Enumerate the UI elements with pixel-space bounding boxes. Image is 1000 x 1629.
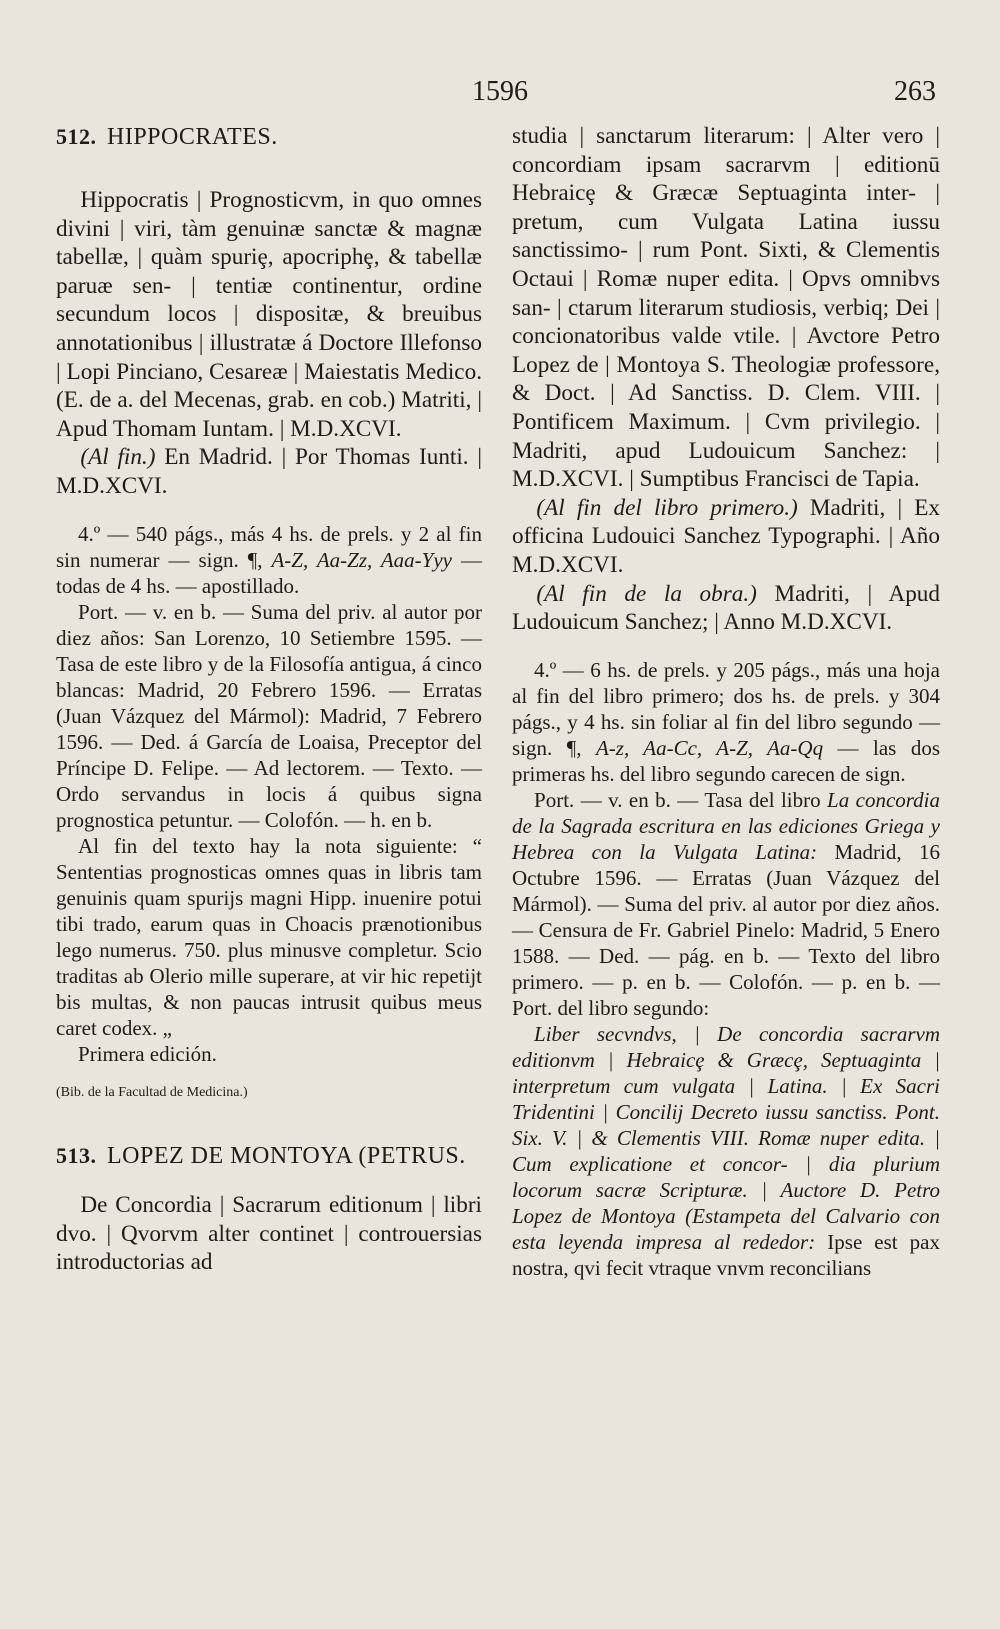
entry-513-contents-c: Madrid, 16 Octubre 1596. — Erratas (Juan Vázquez del Mármol). — Suma del priv. al autor por diez años. — Censura de Fr. Gabriel Pinelo: Madrid, 5 Enero 1588. — Ded. — pág. en b. — Texto del libro primero. — p. en b. — Colofón. — p. en b. — Port. del libro segundo: bbox=[512, 839, 940, 1020]
right-column bbox=[512, 122, 940, 1281]
entry-512-collation-c: — todas de 4 hs. — apostillado. bbox=[56, 547, 482, 598]
entry-512-colophon-label: (Al fin.) bbox=[80, 444, 156, 471]
running-head-year: 1596 bbox=[472, 76, 528, 107]
entry-512-author: HIPPOCRATES. bbox=[107, 124, 278, 150]
entry-512-collation-a: 4.º — 540 págs., más 4 hs. de prels. y 2 al fin sin numerar — sign. ¶, bbox=[56, 521, 482, 572]
entry-513-signatures: A-z, Aa-Cc, A-Z, Aa-Qq bbox=[595, 735, 824, 760]
entry-512-title: Hippocratis | Prognosticvm, in quo omnes divini | viri, tàm genuinæ sanctæ & magnæ tabellæ, | quàm spuriȩ, apocriphȩ, & tabellæ paruæ sen- | tentiæ continentur, ordine secundum locos | dispositæ, & breuibus annotationibus | illustratæ á Doctore Illefonso | Lopi Pinciano, Cesareæ | Maiestatis Medico. (E. de a. del Mecenas, grab. en cob.) Matriti, | Apud Thomam Iuntam. | M.D.XCVI. bbox=[56, 187, 482, 442]
entry-513-collation-a: 4.º — 6 hs. de prels. y 205 págs., más una hoja al fin del libro primero; dos hs. de prels. y 304 págs., y 4 hs. sin foliar al fin del libro segundo — sign. ¶, bbox=[512, 657, 940, 760]
entry-512-colophon-text: En Madrid. | Por Thomas Iunti. | M.D.XCVI. bbox=[56, 444, 482, 499]
entry-513-contents bbox=[512, 787, 940, 1021]
left-column bbox=[56, 122, 482, 1277]
entry-512-collation bbox=[56, 521, 482, 599]
entry-512-colophon bbox=[56, 443, 482, 500]
entry-513-colophon-1-label: (Al fin del libro primero.) bbox=[536, 494, 798, 521]
entry-513-number: 513. bbox=[56, 1143, 97, 1169]
entry-513-second-title bbox=[512, 1021, 940, 1281]
entry-513-colophon-2 bbox=[512, 580, 940, 637]
entry-513-tasa-title: La concordia de la Sagrada escritura en las ediciones Griega y Hebrea con la Vulgata Latina: bbox=[512, 787, 940, 864]
entry-512-contents: Port. — v. en b. — Suma del priv. al autor por diez años: San Lorenzo, 10 Setiembre 1595. — Tasa de este libro y de la Filosofía antigua, á cinco blancas: Madrid, 20 Febrero 1596. — Erratas (Juan Vázquez del Mármol): Madrid, 7 Febrero 1596. — Ded. á García de Loaisa, Preceptor del Príncipe D. Felipe. — Ad lectorem. — Texto. — Ordo servandus in locis á quibus signa prognostica petuntur. — Colofón. — h. en b. bbox=[56, 599, 482, 832]
page-number: 263 bbox=[894, 76, 936, 107]
entry-513-collation-c: — las dos primeras hs. del libro segundo carecen de sign. bbox=[512, 735, 940, 786]
entry-512-location: (Bib. de la Facultad de Medicina.) bbox=[56, 1084, 248, 1100]
entry-513-colophon-1-text: Madriti, | Ex officina Ludouici Sanchez Typographi. | Año M.D.XCVI. bbox=[512, 494, 941, 578]
entry-513-colophon-1 bbox=[512, 494, 940, 580]
entry-512-note: Al fin del texto hay la nota siguiente: “ Sententias prognosticas omnes quas in libris tam genuinis quam spurijs magni Hipp. inuenire potui tibi trado, earum quas in Choacis prænotionibus lego numerus. 750. plus minusve completur. Scio traditas ab Olerio mille superare, at vir hic repetijt bis multas, & non paucas intrusit quibus meus caret codex. „ bbox=[56, 833, 482, 1040]
entry-512-heading bbox=[56, 122, 482, 152]
entry-512-signatures: A-Z, Aa-Zz, Aaa-Yyy bbox=[271, 547, 452, 572]
entry-513-heading bbox=[56, 1141, 482, 1171]
entry-512-edition: Primera edición. bbox=[78, 1041, 217, 1066]
entry-513-colophon-2-text: Madriti, | Apud Ludouicum Sanchez; | Anno M.D.XCVI. bbox=[512, 580, 940, 636]
entry-513-author: LOPEZ DE MONTOYA (PETRUS. bbox=[107, 1143, 466, 1170]
entry-513-title-cont: studia | sanctarum literarum: | Alter vero | concordiam ipsam sacrarvm | editionū Hebraicȩ & Græcæ Septuaginta inter- | pretum, cum Vulgata Latina iussu sanctissimo- | rum Pont. Sixti, & Clementis Octaui | Romæ nuper edita. | Opvs omnibvs san- | ctarum literarum studiosis, verbiq; Dei | concionatoribus valde vtile. | Avctore Petro Lopez de | Montoya S. Theologiæ professore, & Doct. | Ad Sanctiss. D. Clem. VIII. | Pontificem Maximum. | Cvm privilegio. | Madriti, apud Ludouicum Sanchez: | M.D.XCVI. | Sumptibus Francisci de Tapia. bbox=[512, 123, 940, 493]
entry-513-second-title-rest: Ipse est pax nostra, qvi fecit vtraque vnvm reconcilians bbox=[512, 1229, 941, 1280]
entry-513-second-title-italic: Liber secvndvs, | De concordia sacrarvm editionvm | Hebraicȩ & Græcȩ, Septuaginta | interpretum cum vulgata | Latina. | Ex Sacri Tridentini | Concilij Decreto iussu sanctiss. Pont. Six. V. | & Clementis VIII. Romæ nuper edita. | Cum explicatione et concor- | dia plurium locorum sacræ Scripturæ. | Auctore D. Petro Lopez de Montoya (Estampeta del Calvario con esta leyenda impresa al rededor: bbox=[512, 1021, 940, 1254]
entry-513-collation bbox=[512, 657, 940, 787]
entry-513-contents-a: Port. — v. en b. — Tasa del libro bbox=[534, 787, 828, 812]
running-head bbox=[0, 76, 1000, 116]
entry-513-colophon-2-label: (Al fin de la obra.) bbox=[536, 580, 757, 607]
entry-512-number: 512. bbox=[56, 124, 97, 149]
entry-513-title-start: De Concordia | Sacrarum editionum | libri dvo. | Qvorvm alter continet | controuersias introductorias ad bbox=[56, 1192, 482, 1276]
